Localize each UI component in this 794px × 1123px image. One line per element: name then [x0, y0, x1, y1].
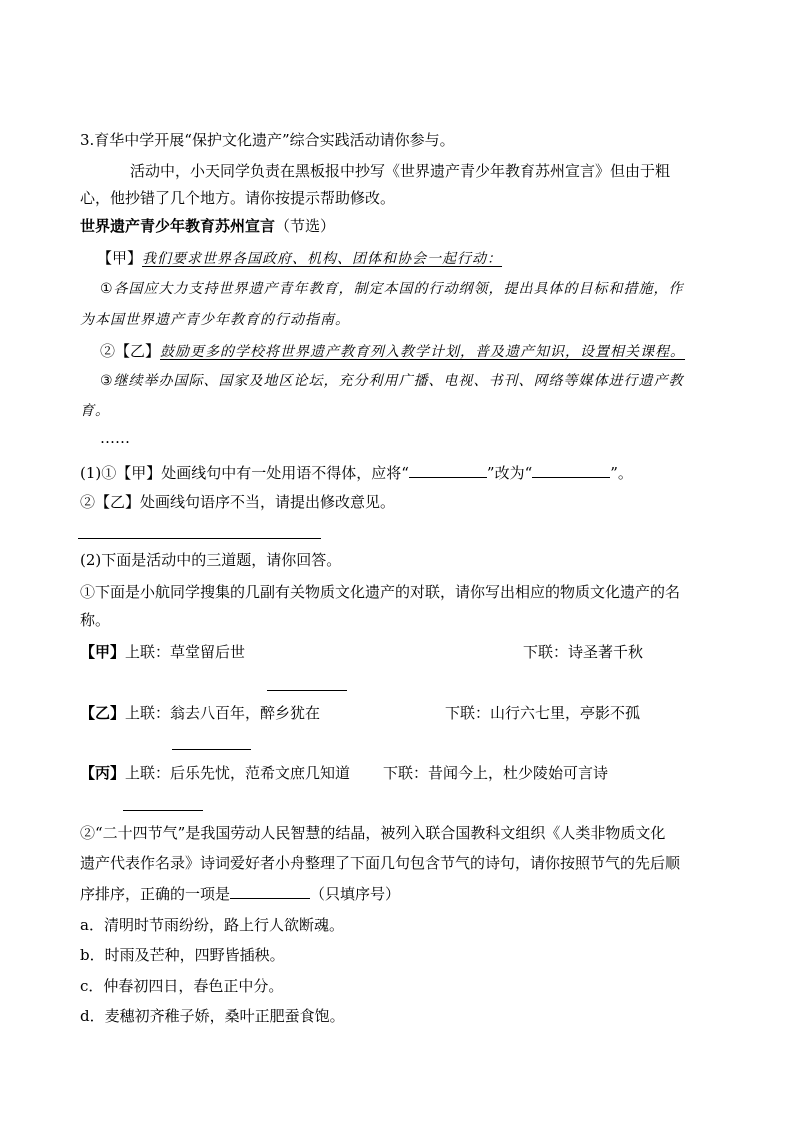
couplet-tag: 【甲】: [80, 643, 126, 661]
q1-text-c: ”。: [610, 464, 633, 482]
option-c: c．仲春初四日，春色正中分。: [80, 977, 284, 995]
couplet-upper-text: 上联：草堂留后世: [125, 643, 246, 661]
declaration-item-3-line-2: 育。: [80, 403, 110, 419]
part1-question-2: ②【乙】处画线句语序不当，请提出修改意见。: [80, 493, 396, 511]
part2-q1-line-2: 称。: [80, 611, 111, 629]
q2-text-b: （只填序号）: [310, 885, 401, 903]
part2-q2-line-1: ②“二十四节气”是我国劳动人民智慧的结晶，被列入联合国教科文组织《人类非物质文化: [80, 824, 666, 842]
answer-line-couplet-jia[interactable]: [267, 690, 347, 691]
answer-blank-original-word[interactable]: [409, 462, 487, 478]
part1-question-1: [80, 462, 633, 483]
couplet-upper-text: 上联：后乐先忧，范希文庶几知道: [125, 764, 351, 782]
couplet-upper-text: 上联：翁去八百年，醉乡犹在: [125, 704, 321, 722]
declaration-ellipsis: ……: [100, 429, 130, 447]
activity-line-1: 活动中，小天同学负责在黑板报中抄写《世界遗产青少年教育苏州宣言》但由于粗: [130, 162, 671, 180]
couplet-bing-lower: 下联：昔闻今上，杜少陵始可言诗: [383, 764, 609, 782]
part2-q2-line-2: 遗产代表作名录》诗词爱好者小舟整理了下面几句包含节气的诗句，请你按照节气的先后顺: [80, 854, 681, 872]
declaration-title-row: [80, 216, 335, 236]
part2-intro: (2)下面是活动中的三道题，请你回答。: [80, 551, 342, 569]
couplet-tag: 【乙】: [80, 704, 126, 722]
answer-line-part1-q2[interactable]: [78, 538, 321, 539]
declaration-item-2-row: [100, 341, 685, 362]
answer-blank-replacement-word[interactable]: [532, 462, 610, 478]
jia-underlined-sentence: 我们要求世界各国政府、机构、团体和协会一起行动：: [142, 251, 503, 267]
answer-line-couplet-yi[interactable]: [172, 749, 251, 750]
option-b: b．时雨及芒种，四野皆插秧。: [80, 946, 285, 964]
declaration-item-3-line-1: ③继续举办国际、国家及地区论坛，充分利用广播、电视、书刊、网络等媒体进行遗产教: [100, 373, 684, 389]
couplet-jia-upper: [80, 642, 245, 662]
question-intro: 3.育华中学开展“保护文化遗产”综合实践活动请你参与。: [80, 131, 455, 149]
declaration-title-note: （节选）: [275, 217, 336, 235]
couplet-jia-lower: 下联：诗圣著千秋: [523, 643, 644, 661]
answer-blank-order[interactable]: [230, 883, 310, 899]
answer-line-couplet-bing[interactable]: [123, 810, 203, 811]
declaration-jia-row: [97, 248, 502, 269]
q1-text-b: ”改为“: [486, 464, 533, 482]
option-d: d．麦穗初齐稚子娇，桑叶正肥蚕食饱。: [80, 1007, 345, 1025]
q2-text-a: 序排序，正确的一项是: [80, 885, 231, 903]
couplet-yi-lower: 下联：山行六七里，亭影不孤: [445, 704, 641, 722]
couplet-tag: 【丙】: [80, 764, 126, 782]
declaration-item-1-line-2: 为本国世界遗产青少年教育的行动指南。: [80, 312, 350, 328]
part2-q2-line-3: [80, 883, 400, 904]
jia-tag: 【甲】: [97, 249, 143, 267]
activity-line-2: 心，他抄错了几个地方。请你按提示帮助修改。: [80, 189, 396, 207]
yi-underlined-sentence: 鼓励更多的学校将世界遗产教育列入教学计划，普及遗产知识，设置相关课程。: [160, 344, 686, 360]
q1-text-a: (1)①【甲】处画线句中有一处用语不得体，应将“: [80, 464, 409, 482]
declaration-item-1-line-1: ①各国应大力支持世界遗产青年教育，制定本国的行动纲领，提出具体的目标和措施，作: [100, 281, 684, 297]
couplet-yi-upper: [80, 703, 320, 723]
option-a: a．清明时节雨纷纷，路上行人欲断魂。: [80, 916, 344, 934]
part2-q1-line-1: ①下面是小航同学搜集的几副有关物质文化遗产的对联，请你写出相应的物质文化遗产的名: [80, 583, 681, 601]
declaration-title: 世界遗产青少年教育苏州宣言: [80, 217, 276, 235]
item-2-prefix: ②【乙】: [100, 342, 161, 360]
couplet-bing-upper: [80, 763, 350, 783]
